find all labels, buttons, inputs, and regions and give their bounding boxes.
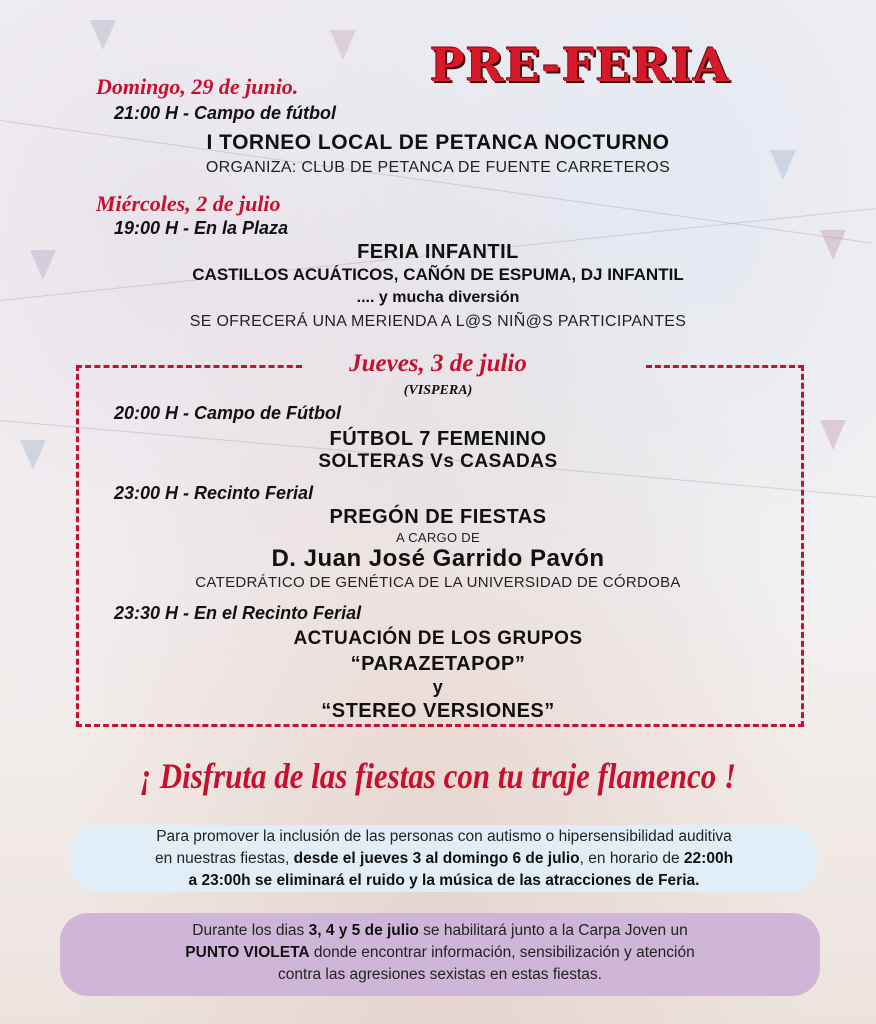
group-and: y — [432, 677, 444, 697]
autism-notice-line1: Para promover la inclusión de las personas con autismo o hipersensibilidad auditiva — [156, 828, 732, 845]
futbol-detail: SOLTERAS Vs CASADAS — [318, 451, 558, 472]
notice-text: en nuestras fiestas, — [154, 850, 294, 867]
pregon-by: A CARGO DE — [396, 530, 480, 545]
time-pregon: 23:00 H - Recinto Ferial — [114, 483, 314, 503]
event-pregon: PREGÓN DE FIESTAS — [329, 506, 547, 528]
event-petanca: I TORNEO LOCAL DE PETANCA NOCTURNO — [206, 131, 670, 154]
notice-text: , en horario de — [579, 850, 684, 867]
notice-text: se habilitará junto a la Carpa Joven un — [418, 922, 688, 939]
time-day2: 19:00 H - En la Plaza — [114, 218, 289, 238]
organizer-text: ORGANIZA: CLUB DE PETANCA DE FUENTE CARRETEROS — [205, 159, 671, 176]
notice-text: Durante los dias — [192, 922, 309, 939]
slogan: ¡ Disfruta de las fiestas con tu traje flamenco ! — [139, 756, 737, 796]
time-day1: 21:00 H - Campo de fútbol — [114, 103, 337, 123]
autism-notice — [70, 825, 818, 892]
punto-violeta-line3: contra las agresiones sexistas en estas fiestas. — [278, 966, 602, 983]
notice-dates: 3, 4 y 5 de julio — [308, 922, 419, 939]
feria-infantil-detail: CASTILLOS ACUÁTICOS, CAÑÓN DE ESPUMA, DJ INFANTIL — [192, 265, 684, 284]
punto-violeta-notice — [60, 913, 820, 996]
notice-hour: 22:00h — [683, 850, 734, 867]
autism-notice-line2 — [70, 848, 818, 870]
event-feria-infantil: FERIA INFANTIL — [357, 241, 519, 263]
pennant-flag — [330, 30, 356, 60]
pregon-person: D. Juan José Garrido Pavón — [271, 545, 605, 572]
event-futbol-femenino: FÚTBOL 7 FEMENINO — [329, 428, 547, 450]
pregon-person-role: CATEDRÁTICO DE GENÉTICA DE LA UNIVERSIDAD DE CÓRDOBA — [195, 574, 681, 591]
group-stereo-versiones: “STEREO VERSIONES” — [321, 700, 555, 722]
notice-dates: desde el jueves 3 al domingo 6 de julio — [293, 850, 580, 867]
group-parazetapop: “PARAZETAPOP” — [350, 653, 526, 675]
punto-violeta-line2 — [60, 942, 820, 964]
event-actuacion: ACTUACIÓN DE LOS GRUPOS — [293, 628, 583, 649]
autism-notice-line3: a 23:00h se eliminará el ruido y la música de las atracciones de Feria. — [188, 872, 700, 889]
feria-infantil-extra: .... y mucha diversión — [356, 289, 520, 306]
date-day2: Miércoles, 2 de julio — [96, 191, 281, 216]
time-futbol: 20:00 H - Campo de Fútbol — [114, 403, 342, 423]
vispera-label: (VISPERA) — [403, 383, 473, 398]
merienda-note: SE OFRECERÁ UNA MERIENDA A L@S NIÑ@S PARTICIPANTES — [189, 313, 687, 330]
time-actuacion: 23:30 H - En el Recinto Ferial — [114, 603, 362, 623]
punto-violeta-line1 — [60, 920, 820, 942]
notice-text: donde encontrar información, sensibilización y atención — [309, 944, 695, 961]
pennant-flag — [90, 20, 116, 50]
punto-violeta-label: PUNTO VIOLETA — [185, 944, 310, 961]
poster-title: PRE-FERIA — [430, 38, 730, 92]
date-day1: Domingo, 29 de junio. — [96, 74, 299, 99]
date-day3: Jueves, 3 de julio — [349, 350, 527, 377]
